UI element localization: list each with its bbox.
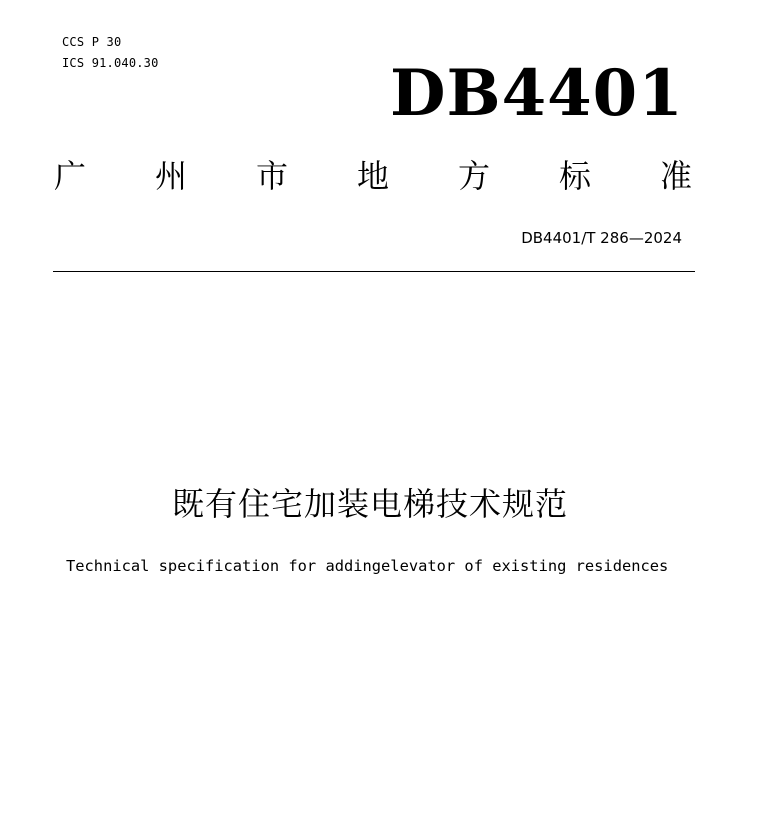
standard-type-char: 广	[53, 157, 86, 195]
ics-code: ICS 91.040.30	[62, 56, 159, 70]
document-title-english: Technical specification for addingelevator of existing residences	[66, 557, 669, 575]
standard-type-char: 准	[659, 157, 692, 195]
standard-type-char: 州	[154, 157, 187, 195]
document-title-chinese: 既有住宅加装电梯技术规范	[171, 485, 568, 523]
standard-number: DB4401/T 286—2024	[521, 229, 682, 247]
standard-type-heading	[52, 154, 694, 198]
standard-type-char: 标	[558, 157, 591, 195]
standard-code-heading: DB4401	[390, 56, 684, 131]
header-divider	[53, 271, 695, 272]
standard-type-char: 市	[255, 157, 288, 195]
standard-type-char: 方	[457, 157, 490, 195]
standard-type-char: 地	[356, 157, 389, 195]
ccs-code: CCS P 30	[62, 35, 122, 49]
